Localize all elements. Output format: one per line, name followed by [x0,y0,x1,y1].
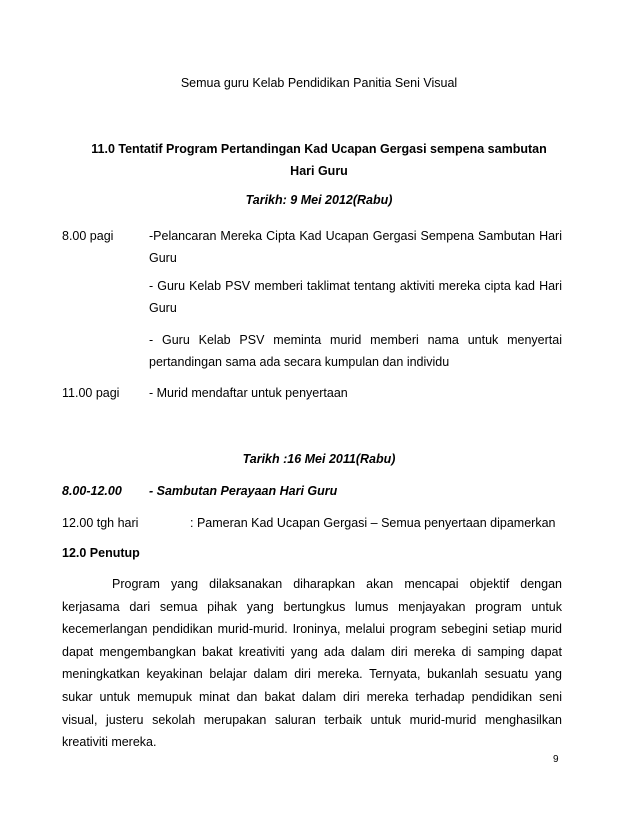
schedule-time: 11.00 pagi [62,386,120,400]
section-12-title: 12.0 Penutup [62,546,140,560]
schedule-item: : Pameran Kad Ucapan Gergasi – Semua penyertaan dipamerkan [190,516,556,530]
schedule-item: - Murid mendaftar untuk penyertaan [149,386,348,400]
schedule-item: - Guru Kelab PSV memberi taklimat tentang aktiviti mereka cipta kad Hari Guru [149,279,562,315]
date-heading-1: Tarikh: 9 Mei 2012(Rabu) [245,193,393,207]
section-11-title-line2: Hari Guru [290,164,348,178]
header-line: Semua guru Kelab Pendidikan Panitia Seni Visual [180,76,458,90]
schedule-time: 12.00 tgh hari [62,516,139,530]
schedule-item: -Pelancaran Mereka Cipta Kad Ucapan Gergasi Sempena Sambutan Hari Guru [149,229,562,265]
section-11-title-line1: 11.0 Tentatif Program Pertandingan Kad Ucapan Gergasi sempena sambutan [91,142,547,156]
schedule-time: 8.00-12.00 [62,484,122,498]
schedule-time: 8.00 pagi [62,229,114,243]
closing-paragraph [62,573,562,754]
page-number: 9 [553,754,559,765]
date-heading-2: Tarikh :16 Mei 2011(Rabu) [242,452,396,466]
schedule-item: - Guru Kelab PSV meminta murid memberi nama untuk menyertai pertandingan sama ada secara kumpulan dan individu [149,333,562,369]
schedule-item: - Sambutan Perayaan Hari Guru [149,484,338,498]
closing-paragraph-text: Program yang dilaksanakan diharapkan akan mencapai objektif dengan kerjasama dari semua pihak yang bertungkus lumus menjayakan program untuk kecemerlangan pendidikan murid-murid. Ironinya, melalui program sebegini setiap murid dapat mengembangkan bakat kreativiti yang ada dalam diri mereka di samping dapat meningkatkan keyakinan belajar dalam diri mereka. Ternyata, bukanlah sesuatu yang sukar untuk memupuk minat dan bakat dalam diri mereka terhadap pendidikan seni visual, justeru sekolah merupakan saluran terbaik untuk murid-murid menghasilkan kreativiti mereka. [62,577,562,750]
